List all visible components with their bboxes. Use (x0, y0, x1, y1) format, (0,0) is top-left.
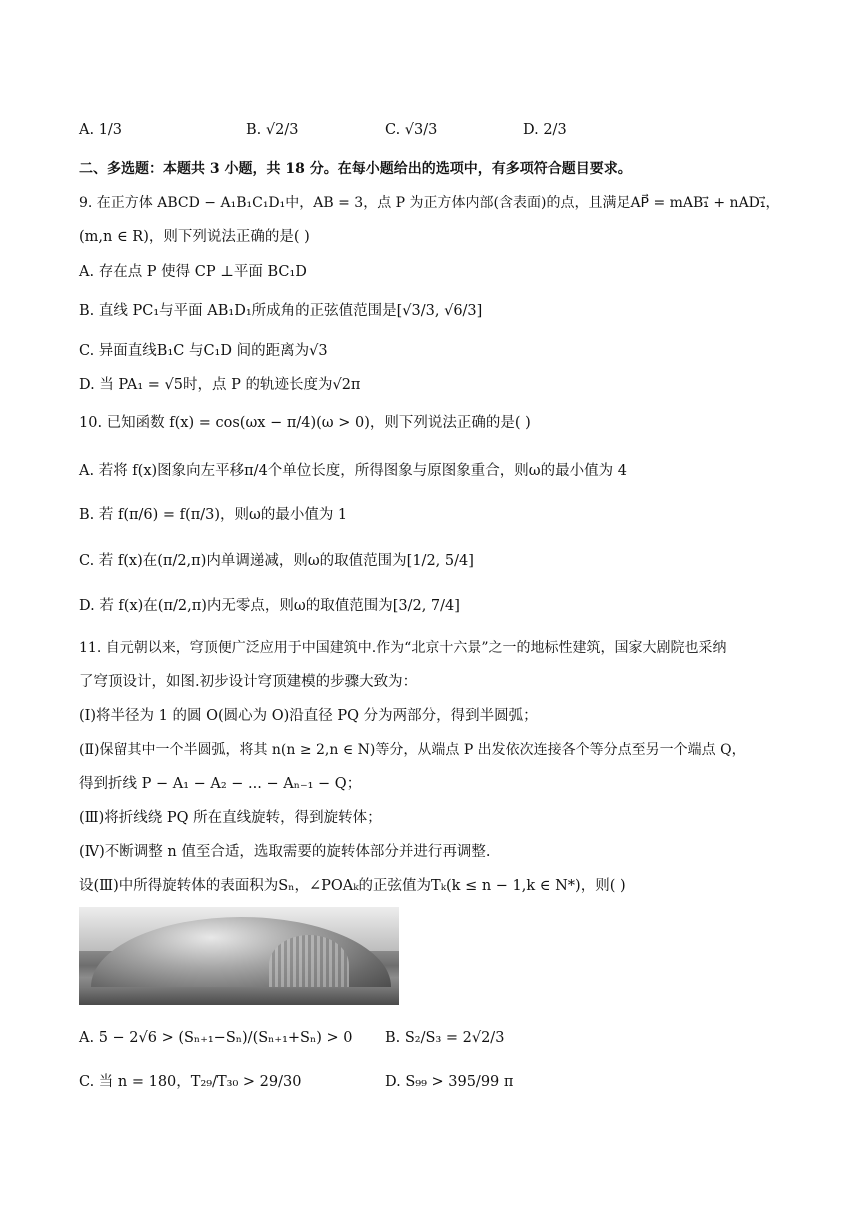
prev-option-c: C. √3/3 (385, 122, 438, 138)
q11-option-a: A. 5 − 2√6 > (Sₙ₊₁−Sₙ)/(Sₙ₊₁+Sₙ) > 0 (79, 1030, 353, 1046)
photo-glass-facade (269, 935, 349, 995)
prev-option-d: D. 2/3 (523, 122, 567, 138)
prev-option-b: B. √2/3 (246, 122, 299, 138)
q9-option-d: D. 当 PA₁ = √5时，点 P 的轨迹长度为√2π (79, 377, 361, 393)
q11-step-4: (Ⅳ)不断调整 n 值至合适，选取需要的旋转体部分并进行再调整. (79, 844, 491, 860)
q11-step-2-line2: 得到折线 P − A₁ − A₂ − ... − Aₙ₋₁ − Q； (79, 776, 362, 792)
photo-water-reflection (79, 987, 399, 1005)
q11-stem-line2: 了穹顶设计，如图.初步设计穹顶建模的步骤大致为： (79, 674, 418, 690)
q11-option-d: D. S₉₉ > 395/99 π (385, 1074, 514, 1090)
q10-option-c: C. 若 f(x)在(π/2,π)内单调递减，则ω的取值范围为[1/2, 5/4] (79, 553, 474, 569)
grand-theater-photo (79, 907, 399, 1005)
q11-option-c: C. 当 n = 180，T₂₉/T₃₀ > 29/30 (79, 1074, 302, 1090)
section-heading: 二、多选题：本题共 3 小题，共 18 分。在每小题给出的选项中，有多项符合题目要求。 (79, 161, 632, 177)
q10-option-b: B. 若 f(π/6) = f(π/3)，则ω的最小值为 1 (79, 507, 348, 523)
q11-stem-line1: 11. 自元朝以来，穹顶便广泛应用于中国建筑中.作为“北京十六景”之一的地标性建筑，国家大剧院也采纳 (79, 640, 727, 656)
prev-option-a: A. 1/3 (79, 122, 123, 138)
q9-option-c: C. 异面直线B₁C 与C₁D 间的距离为√3 (79, 343, 328, 359)
q10-option-a: A. 若将 f(x)图象向左平移π/4个单位长度，所得图象与原图象重合，则ω的最小值为 4 (79, 463, 627, 479)
q11-step-1: (Ⅰ)将半径为 1 的圆 O(圆心为 O)沿直径 PQ 分为两部分，得到半圆弧； (79, 708, 538, 724)
q10-stem: 10. 已知函数 f(x) = cos(ωx − π/4)(ω > 0)，则下列说法正确的是( ) (79, 415, 531, 431)
q11-step-2-line1: (Ⅱ)保留其中一个半圆弧，将其 n(n ≥ 2,n ∈ N)等分，从端点 P 出发依次连接各个等分点至另一个端点 Q， (79, 742, 746, 758)
q11-step-3: (Ⅲ)将折线绕 PQ 所在直线旋转，得到旋转体； (79, 810, 382, 826)
q11-question: 设(Ⅲ)中所得旋转体的表面积为Sₙ，∠POAₖ的正弦值为Tₖ(k ≤ n − 1,k ∈ N*)，则( ) (79, 878, 626, 894)
q9-stem-line1: 9. 在正方体 ABCD − A₁B₁C₁D₁中，AB = 3，点 P 为正方体内部(含表面)的点，且满足AP⃗ = mAB₁⃗ + nAD₁⃗， (79, 195, 780, 211)
q9-option-a: A. 存在点 P 使得 CP ⊥平面 BC₁D (79, 264, 307, 280)
q11-option-b: B. S₂/S₃ = 2√2/3 (385, 1030, 505, 1046)
q9-stem-line2: (m,n ∈ R)，则下列说法正确的是( ) (79, 229, 310, 245)
q9-option-b: B. 直线 PC₁与平面 AB₁D₁所成角的正弦值范围是[√3/3, √6/3] (79, 303, 483, 319)
q10-option-d: D. 若 f(x)在(π/2,π)内无零点，则ω的取值范围为[3/2, 7/4] (79, 598, 460, 614)
